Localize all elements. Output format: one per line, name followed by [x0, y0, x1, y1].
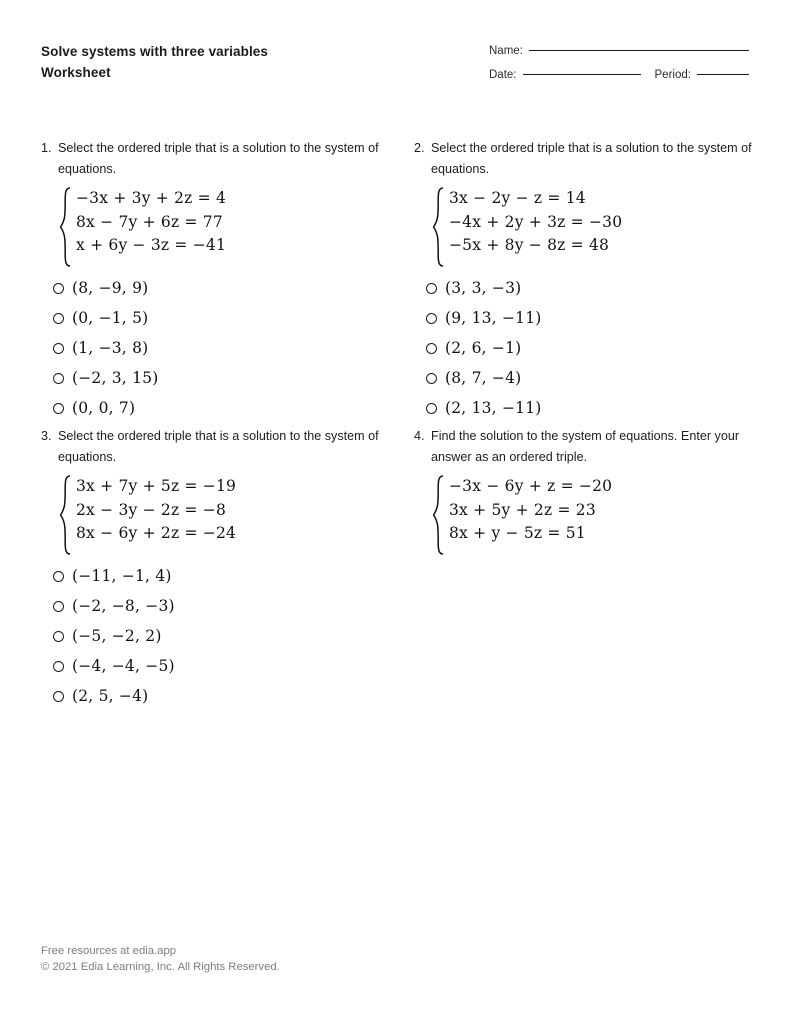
name-field-row	[489, 45, 749, 69]
question-1-choices	[53, 273, 386, 423]
equation-line: 3x − 2y − z = 14	[449, 189, 586, 207]
radio-button-icon[interactable]	[53, 691, 64, 702]
equation-line: x + 6y − 3z = −41	[76, 236, 227, 254]
radio-button-icon[interactable]	[426, 313, 437, 324]
choice-option[interactable]	[53, 333, 386, 363]
name-label: Name:	[489, 45, 523, 57]
period-input-line[interactable]	[697, 74, 749, 75]
question-4-header	[414, 426, 759, 468]
question-4	[414, 426, 759, 555]
choice-option[interactable]	[53, 651, 386, 681]
choice-label: (2, 6, −1)	[445, 339, 522, 357]
student-info-fields	[489, 45, 749, 93]
choice-label: (8, −9, 9)	[72, 279, 149, 297]
choice-label: (9, 13, −11)	[445, 309, 542, 327]
question-2-prompt: Select the ordered triple that is a solution to the system of equations.	[431, 141, 752, 176]
question-1-equations	[72, 187, 386, 267]
radio-button-icon[interactable]	[53, 343, 64, 354]
radio-button-icon[interactable]	[53, 601, 64, 612]
equation-line: 3x + 7y + 5z = −19	[76, 477, 237, 495]
question-4-equations	[445, 475, 759, 555]
choice-option[interactable]	[426, 393, 759, 423]
radio-button-icon[interactable]	[426, 283, 437, 294]
radio-button-icon[interactable]	[53, 373, 64, 384]
radio-button-icon[interactable]	[426, 403, 437, 414]
left-brace-icon	[432, 187, 445, 267]
choice-option[interactable]	[53, 591, 386, 621]
choice-label: (−2, 3, 15)	[72, 369, 159, 387]
choice-option[interactable]	[426, 333, 759, 363]
choice-option[interactable]	[53, 561, 386, 591]
date-period-field-row	[489, 69, 749, 93]
choice-option[interactable]	[53, 303, 386, 333]
choice-label: (8, 7, −4)	[445, 369, 522, 387]
radio-button-icon[interactable]	[53, 403, 64, 414]
choice-label: (−2, −8, −3)	[72, 597, 175, 615]
left-brace-icon	[432, 475, 445, 555]
page-title-line2: Worksheet	[41, 65, 111, 80]
radio-button-icon[interactable]	[53, 631, 64, 642]
radio-button-icon[interactable]	[53, 313, 64, 324]
choice-option[interactable]	[426, 273, 759, 303]
question-1-header	[41, 138, 386, 180]
choice-label: (3, 3, −3)	[445, 279, 522, 297]
period-label: Period:	[654, 69, 691, 81]
question-3-equations	[72, 475, 386, 555]
choice-label: (0, −1, 5)	[72, 309, 149, 327]
choice-option[interactable]	[53, 681, 386, 711]
equation-line: −4x + 2y + 3z = −30	[449, 212, 623, 231]
choice-option[interactable]	[426, 363, 759, 393]
question-2-number: 2.	[414, 141, 425, 155]
equation-line: 8x − 7y + 6z = 77	[76, 212, 223, 231]
radio-button-icon[interactable]	[426, 373, 437, 384]
choice-label: (−4, −4, −5)	[72, 657, 175, 675]
question-4-number: 4.	[414, 429, 425, 443]
equation-line: −5x + 8y − 8z = 48	[449, 236, 610, 254]
radio-button-icon[interactable]	[53, 283, 64, 294]
question-3-choices	[53, 561, 386, 711]
question-3-prompt: Select the ordered triple that is a solution to the system of equations.	[58, 429, 379, 464]
choice-option[interactable]	[426, 303, 759, 333]
question-3	[41, 426, 386, 711]
question-2	[414, 138, 759, 423]
question-3-system	[59, 475, 386, 555]
question-2-header	[414, 138, 759, 180]
choice-label: (1, −3, 8)	[72, 339, 149, 357]
equation-line: −3x + 3y + 2z = 4	[76, 189, 227, 207]
question-2-system	[432, 187, 759, 267]
left-brace-icon	[59, 475, 72, 555]
choice-option[interactable]	[53, 363, 386, 393]
equation-line: 2x − 3y − 2z = −8	[76, 500, 227, 519]
question-1-number: 1.	[41, 141, 52, 155]
question-3-number: 3.	[41, 429, 52, 443]
left-brace-icon	[59, 187, 72, 267]
worksheet-header	[41, 41, 749, 93]
question-3-header	[41, 426, 386, 468]
question-4-prompt: Find the solution to the system of equations. Enter your answer as an ordered triple.	[431, 429, 740, 464]
equation-line: 8x − 6y + 2z = −24	[76, 524, 237, 542]
choice-label: (0, 0, 7)	[72, 399, 136, 417]
question-2-equations	[445, 187, 759, 267]
choice-label: (−5, −2, 2)	[72, 627, 162, 645]
choice-label: (2, 13, −11)	[445, 399, 542, 417]
radio-button-icon[interactable]	[426, 343, 437, 354]
radio-button-icon[interactable]	[53, 661, 64, 672]
choice-option[interactable]	[53, 393, 386, 423]
equation-line: −3x − 6y + z = −20	[449, 477, 613, 495]
choice-label: (−11, −1, 4)	[72, 567, 172, 585]
radio-button-icon[interactable]	[53, 571, 64, 582]
question-1	[41, 138, 386, 423]
equation-line: 3x + 5y + 2z = 23	[449, 500, 596, 519]
date-label: Date:	[489, 69, 517, 81]
page-footer	[41, 943, 280, 975]
choice-option[interactable]	[53, 621, 386, 651]
page-title-line1: Solve systems with three variables	[41, 44, 269, 59]
question-2-choices	[426, 273, 759, 423]
date-input-line[interactable]	[523, 74, 641, 75]
equation-line: 8x + y − 5z = 51	[449, 524, 586, 542]
choice-option[interactable]	[53, 273, 386, 303]
choice-label: (2, 5, −4)	[72, 687, 149, 705]
question-4-system	[432, 475, 759, 555]
footer-resources-line: Free resources at edia.app	[41, 945, 177, 957]
question-1-prompt: Select the ordered triple that is a solution to the system of equations.	[58, 141, 379, 176]
footer-copyright-line: © 2021 Edia Learning, Inc. All Rights Reserved.	[41, 961, 280, 973]
name-input-line[interactable]	[529, 50, 749, 51]
question-1-system	[59, 187, 386, 267]
